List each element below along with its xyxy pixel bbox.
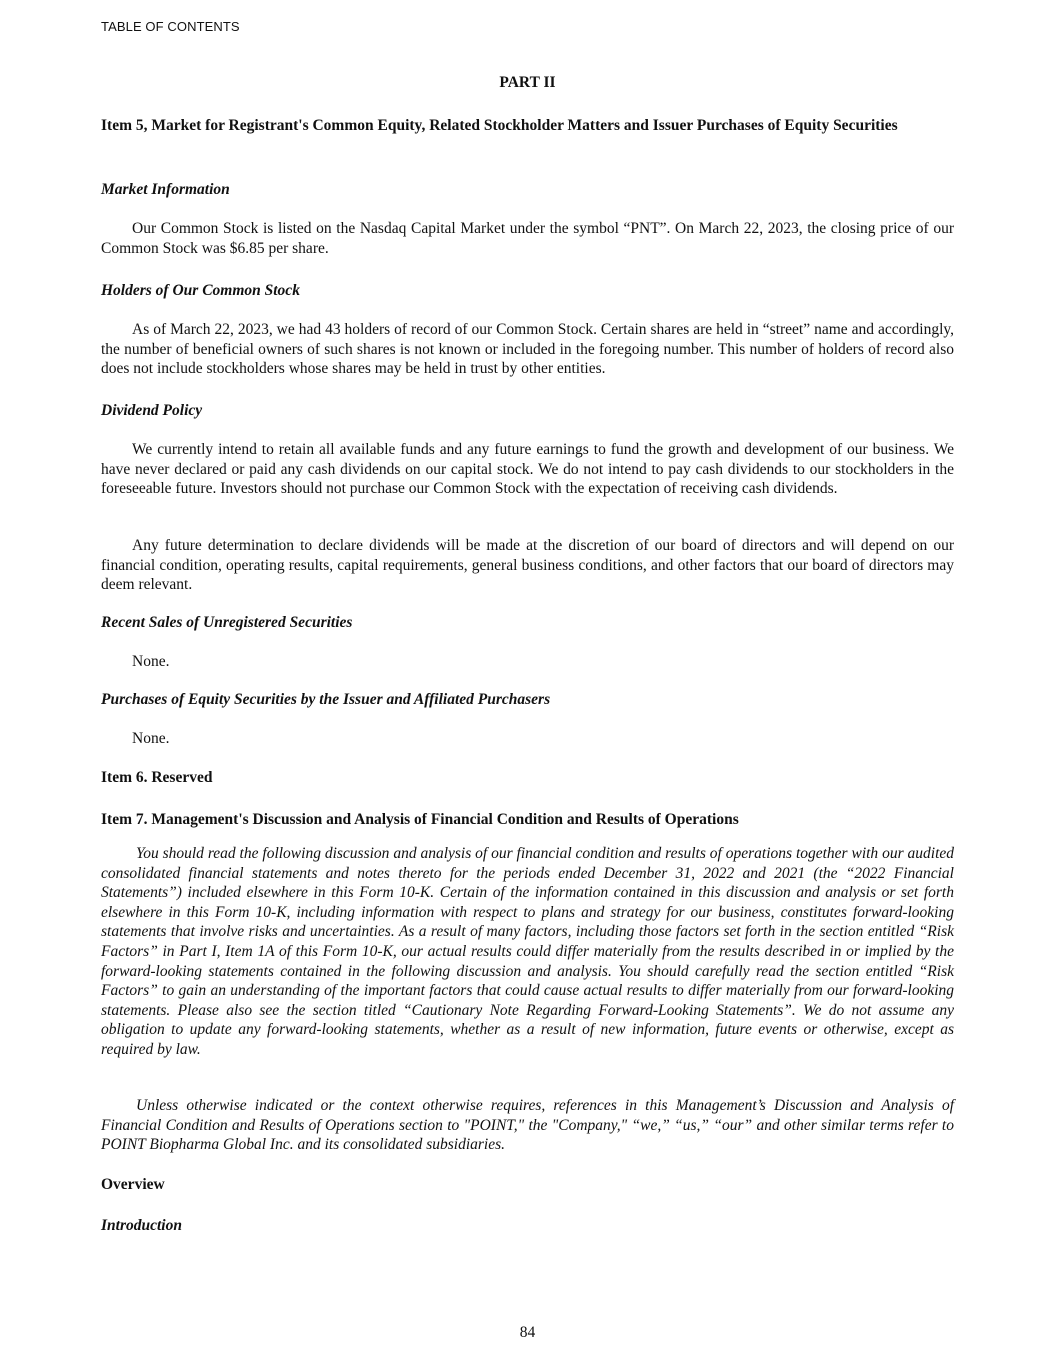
item-7-heading: Item 7. Management's Discussion and Analysis of Financial Condition and Results of Operations xyxy=(101,811,739,828)
purchases-text: None. xyxy=(132,730,170,747)
table-of-contents-link[interactable]: TABLE OF CONTENTS xyxy=(101,19,240,34)
market-information-heading: Market Information xyxy=(101,181,230,198)
item-5-heading: Item 5, Market for Registrant's Common Equity, Related Stockholder Matters and Issuer Purchases of Equity Securities xyxy=(101,117,898,134)
item-6-heading: Item 6. Reserved xyxy=(101,769,213,786)
introduction-heading: Introduction xyxy=(101,1217,182,1234)
purchases-heading: Purchases of Equity Securities by the Issuer and Affiliated Purchasers xyxy=(101,691,551,708)
dividend-policy-text-1: We currently intend to retain all available funds and any future earnings to fund the growth and development of our business. We have never declared or paid any cash dividends on our capital stock. We do not intend to pay cash dividends to our stockholders in the foreseeable future. Investors should not purchase our Common Stock with the expectation of receiving cash dividends. xyxy=(101,441,954,498)
holders-heading: Holders of Our Common Stock xyxy=(101,282,300,299)
page-number: 84 xyxy=(519,1324,536,1341)
dividend-policy-heading: Dividend Policy xyxy=(101,402,203,419)
market-information-text: Our Common Stock is listed on the Nasdaq Capital Market under the symbol “PNT”. On March 22, 2023, the closing price of our Common Stock was $6.85 per share. xyxy=(101,220,954,257)
holders-text: As of March 22, 2023, we had 43 holders of record of our Common Stock. Certain shares are held in “street” name and accordingly, the number of beneficial owners of such shares is not known or included in the foregoing number. This number of holders of record also does not include stockholders whose shares may be held in trust by other entities. xyxy=(101,321,954,378)
overview-heading: Overview xyxy=(101,1176,165,1193)
dividend-policy-text-2: Any future determination to declare dividends will be made at the discretion of our board of directors and will depend on our financial condition, operating results, capital requirements, general business conditions, and other factors that our board of directors may deem relevant. xyxy=(101,537,954,594)
recent-sales-text: None. xyxy=(132,653,170,670)
recent-sales-heading: Recent Sales of Unregistered Securities xyxy=(101,614,353,631)
item-7-intro-paragraph-2: Unless otherwise indicated or the context otherwise requires, references in this Management’s Discussion and Analysis of Financial Condition and Results of Operations section to "POINT," the "Company," “we,” “us,” “our” and other similar terms refer to POINT Biopharma Global Inc. and its consolidated subsidiaries. xyxy=(101,1097,954,1154)
item-7-intro-paragraph-1: You should read the following discussion and analysis of our financial condition and results of operations together with our audited consolidated financial statements and notes thereto for the periods ended December 31, 2022 and 2021 (the “2022 Financial Statements”) included elsewhere in this Form 10-K. Certain of the information contained in this discussion and analysis or set forth elsewhere in this Form 10-K, including information with respect to plans and strategy for our business, constitutes forward-looking statements that involve risks and uncertainties. As a result of many factors, including those factors set forth in the section entitled “Risk Factors” in Part I, Item 1A of this Form 10-K, our actual results could differ materially from the results described in or implied by the forward-looking statements contained in the following discussion and analysis. You should carefully read the section entitled “Risk Factors” to gain an understanding of the important factors that could cause actual results to differ materially from our forward-looking statements. Please also see the section titled “Cautionary Note Regarding Forward-Looking Statements”. We do not assume any obligation to update any forward-looking statements, whether as a result of new information, future events or otherwise, except as required by law. xyxy=(101,845,954,1058)
part-title: PART II xyxy=(499,74,556,91)
